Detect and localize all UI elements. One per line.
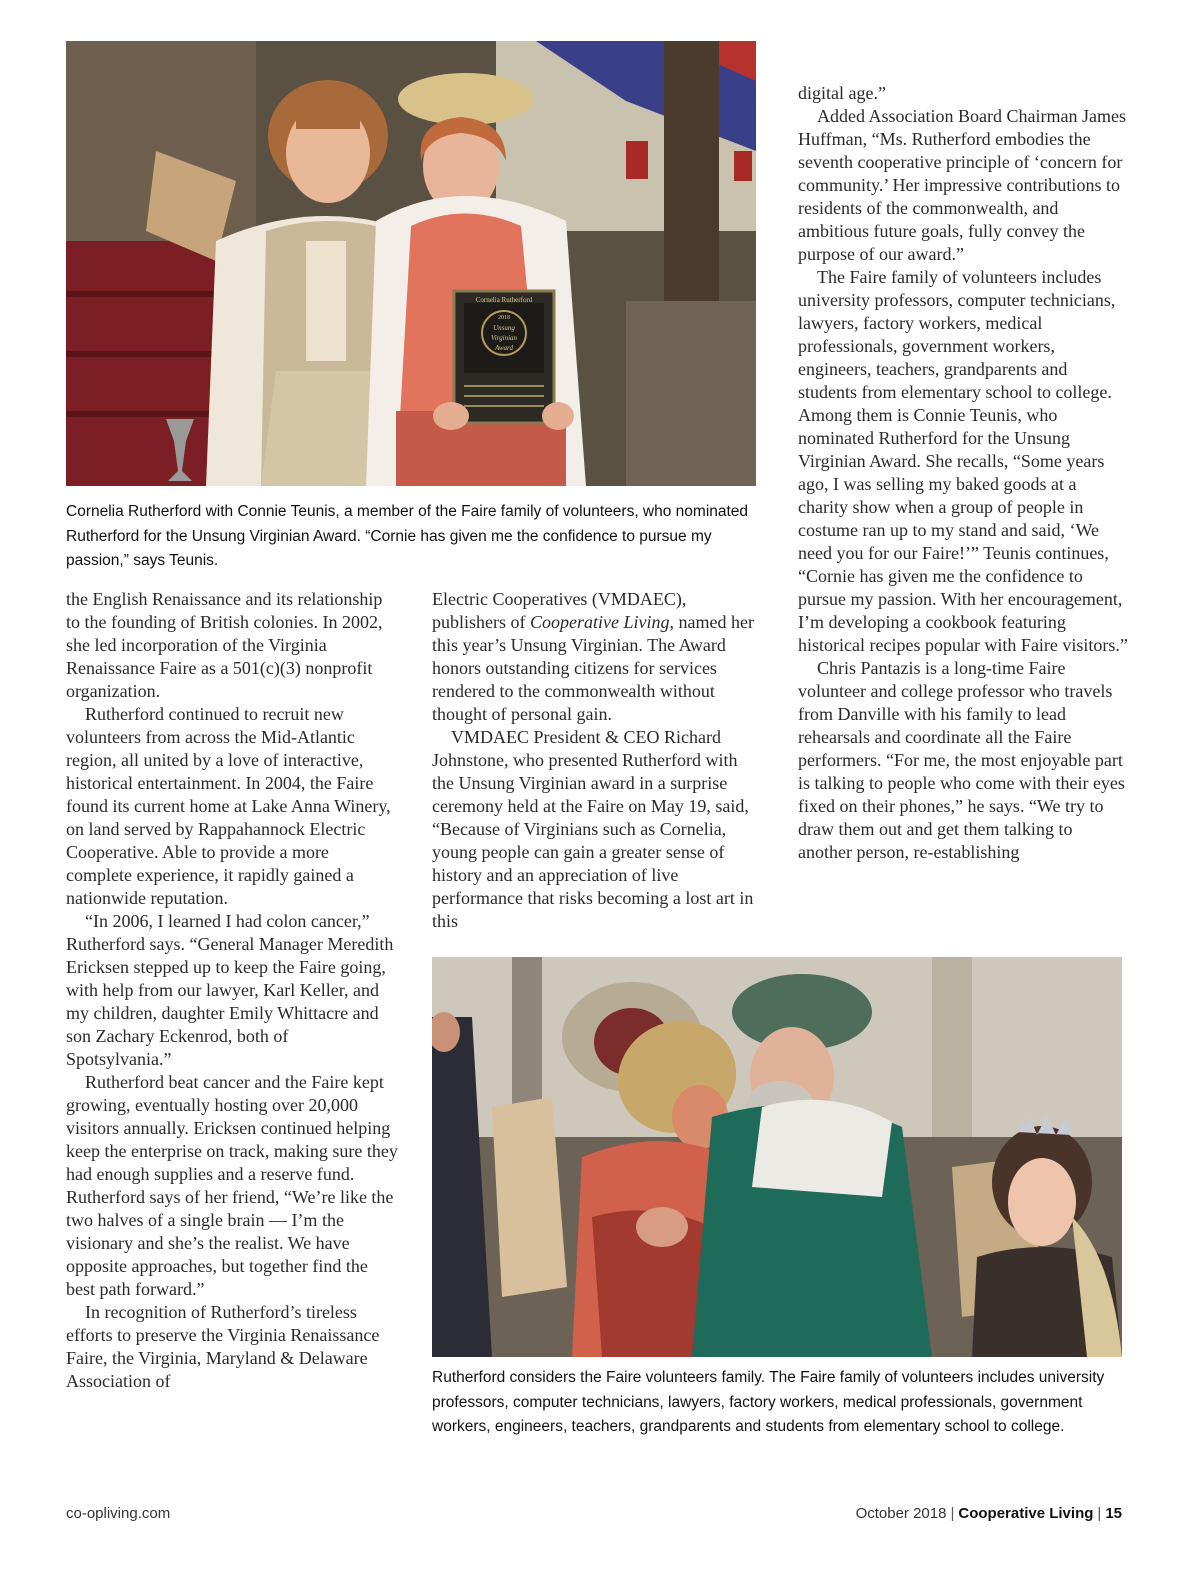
- paragraph: Rutherford beat cancer and the Faire kept growing, eventually hosting over 20,000 visitors annually. Ericksen continued helping keep the enterprise on track, making sure they had enough supplies and a reserve fund. Rutherford says of her friend, “We’re like the two halves of a single brain — I’m the visionary and she’s the realist. We have opposite approaches, but together find the best path forward.”: [66, 1072, 398, 1299]
- text-run: , named her this year’s Unsung Virginian. The Award honors outstanding citizens for services rendered to the commonwealth without thought of personal gain.: [432, 612, 754, 724]
- plaque-line-award: Award: [494, 344, 514, 352]
- plaque-line-unsung: Unsung: [493, 324, 515, 332]
- photo-faire-volunteers: [432, 957, 1122, 1357]
- paragraph: the English Renaissance and its relationship to the founding of British colonies. In 2002, she led incorporation of the Virginia Renaissance Faire as a 501(c)(3) nonprofit organization.: [66, 589, 383, 701]
- footer-website: co-opliving.com: [66, 1505, 171, 1522]
- paragraph: [432, 588, 762, 726]
- footer-issue-info: [856, 1505, 1122, 1522]
- paragraph: digital age.”: [798, 83, 886, 103]
- footer-magazine-name: Cooperative Living: [958, 1505, 1094, 1522]
- caption-bottom-photo: [432, 1366, 1122, 1440]
- article-column-1: [66, 588, 398, 1393]
- footer-issue-date: October 2018: [855, 1505, 947, 1522]
- paragraph: Rutherford continued to recruit new volunteers from across the Mid-Atlantic region, all united by a love of interactive, historical entertainment. In 2004, the Faire found its current home at Lake Anna Winery, on land served by Rappahannock Electric Cooperative. Able to provide a more complete experience, it rapidly gained a nationwide reputation.: [66, 704, 391, 908]
- caption-top-text: Cornelia Rutherford with Connie Teunis, a member of the Faire family of volunteers, who nominated Rutherford for the Unsung Virginian Award. “Cornie has given me the confidence to pursue my passion,” says Teunis.: [66, 503, 749, 569]
- footer-separator: |: [950, 1505, 955, 1522]
- caption-bottom-text: Rutherford considers the Faire volunteers family. The Faire family of volunteers includes university professors, computer technicians, lawyers, factory workers, medical professionals, government workers, engineers, teachers, grandparents and students from elementary school to college.: [432, 1369, 1105, 1435]
- text-run: Electric Cooperatives (VMDAEC), publishers of: [432, 589, 687, 632]
- paragraph: “In 2006, I learned I had colon cancer,” Rutherford says. “General Manager Meredith Ericksen stepped up to keep the Faire going, with help from our lawyer, Karl Keller, and my children, daughter Emily Whittacre and son Zachary Eckenrod, both of Spotsylvania.”: [66, 911, 394, 1069]
- caption-top-photo: [66, 500, 756, 574]
- plaque-line-virginian: Virginian: [490, 334, 518, 342]
- footer-separator: |: [1097, 1505, 1102, 1522]
- publication-name: Cooperative Living: [530, 612, 670, 632]
- plaque-name: Cornelia Rutherford: [475, 296, 533, 304]
- paragraph: Chris Pantazis is a long-time Faire volunteer and college professor who travels from Danville with his family to lead rehearsals and coordinate all the Faire performers. “For me, the most enjoyable part is talking to people who come with their eyes fixed on their phones,” he says. “We try to draw them out and get them talking to another person, re-establishing: [798, 658, 1125, 862]
- article-column-2: [432, 588, 762, 933]
- paragraph: The Faire family of volunteers includes university professors, computer technicians, lawyers, factory workers, medical professionals, government workers, engineers, teachers, grandparents and students from elementary school to college. Among them is Connie Teunis, who nominated Rutherford for the Unsung Virginian Award. She recalls, “Some years ago, I was selling my baked goods at a charity show when a group of people in costume ran up to my stand and said, ‘We need you for our Faire!’” Teunis continues, “Cornie has given me the confidence to pursue my passion. With her encouragement, I’m developing a cookbook featuring historical recipes popular with Faire visitors.”: [798, 267, 1128, 655]
- paragraph: In recognition of Rutherford’s tireless efforts to preserve the Virginia Renaissance Faire, the Virginia, Maryland & Delaware Association of: [66, 1302, 380, 1391]
- paragraph: Added Association Board Chairman James Huffman, “Ms. Rutherford embodies the seventh cooperative principle of ‘concern for community.’ Her impressive contributions to residents of the commonwealth, and ambitious future goals, fully convey the purpose of our award.”: [798, 106, 1126, 264]
- page-number: 15: [1105, 1505, 1122, 1522]
- photo-rutherford-teunis: [66, 41, 756, 486]
- article-column-3: [798, 82, 1128, 864]
- paragraph: VMDAEC President & CEO Richard Johnstone, who presented Rutherford with the Unsung Virginian award in a surprise ceremony held at the Faire on May 19, said, “Because of Virginians such as Cornelia, young people can gain a greater sense of history and an appreciation of live performance that risks becoming a lost art in this: [432, 727, 754, 931]
- plaque-year: 2018: [498, 315, 510, 321]
